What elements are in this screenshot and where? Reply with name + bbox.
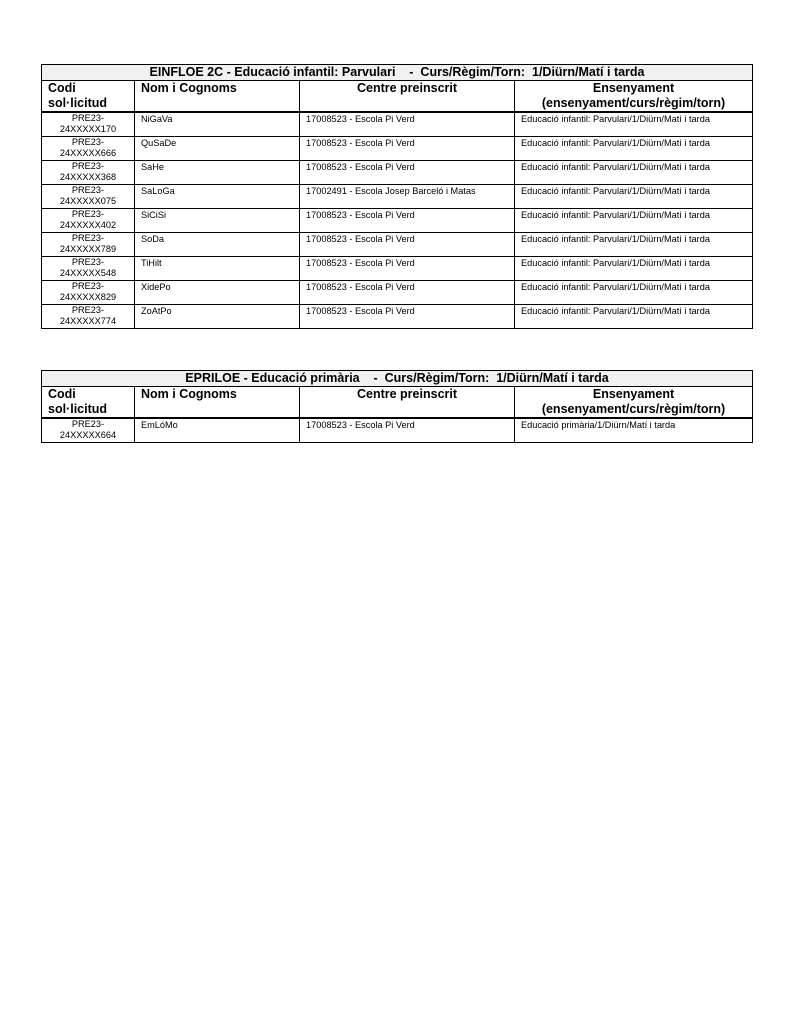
cell-ensenyament: Educació infantil: Parvulari/1/Diürn/Matí i tarda: [515, 185, 753, 209]
cell-ensenyament: Educació infantil: Parvulari/1/Diürn/Matí i tarda: [515, 281, 753, 305]
table-body: [42, 418, 753, 443]
cell-codi-sollicitud: PRE23- 24XXXXX789: [42, 233, 135, 257]
cell-codi-sollicitud: PRE23- 24XXXXX548: [42, 257, 135, 281]
cell-ensenyament: Educació infantil: Parvulari/1/Diürn/Matí i tarda: [515, 161, 753, 185]
column-header-codi: Codi sol·licitud: [42, 81, 135, 113]
cell-ensenyament: Educació infantil: Parvulari/1/Diürn/Matí i tarda: [515, 305, 753, 329]
cell-codi-sollicitud: PRE23- 24XXXXX170: [42, 112, 135, 137]
cell-nom-cognoms: SiCiSi: [135, 209, 300, 233]
cell-nom-cognoms: QuSaDe: [135, 137, 300, 161]
column-header-nom: Nom i Cognoms: [135, 81, 300, 113]
cell-nom-cognoms: ZoAtPo: [135, 305, 300, 329]
table-title: EPRILOE - Educació primària - Curs/Règim/Torn: 1/Diürn/Matí i tarda: [42, 371, 753, 387]
column-header-ensenyament: Ensenyament (ensenyament/curs/règim/torn): [515, 81, 753, 113]
table-epriloe: [41, 370, 752, 443]
cell-centre-preinscrit: 17008523 - Escola Pi Verd: [300, 257, 515, 281]
table-row: [42, 418, 753, 443]
cell-centre-preinscrit: 17008523 - Escola Pi Verd: [300, 418, 515, 443]
cell-centre-preinscrit: 17008523 - Escola Pi Verd: [300, 233, 515, 257]
cell-codi-sollicitud: PRE23- 24XXXXX368: [42, 161, 135, 185]
cell-codi-sollicitud: PRE23- 24XXXXX664: [42, 418, 135, 443]
cell-ensenyament: Educació infantil: Parvulari/1/Diürn/Matí i tarda: [515, 257, 753, 281]
cell-centre-preinscrit: 17008523 - Escola Pi Verd: [300, 137, 515, 161]
column-header-ensenyament: Ensenyament (ensenyament/curs/règim/torn): [515, 387, 753, 419]
table-row: [42, 112, 753, 137]
cell-ensenyament: Educació infantil: Parvulari/1/Diürn/Matí i tarda: [515, 209, 753, 233]
table-row: [42, 305, 753, 329]
cell-ensenyament: Educació primària/1/Diürn/Matí i tarda: [515, 418, 753, 443]
cell-ensenyament: Educació infantil: Parvulari/1/Diürn/Matí i tarda: [515, 137, 753, 161]
table-title: EINFLOE 2C - Educació infantil: Parvulari - Curs/Règim/Torn: 1/Diürn/Matí i tarda: [42, 65, 753, 81]
cell-nom-cognoms: TiHilt: [135, 257, 300, 281]
cell-ensenyament: Educació infantil: Parvulari/1/Diürn/Matí i tarda: [515, 112, 753, 137]
table-row: [42, 209, 753, 233]
column-header-centre: Centre preinscrit: [300, 387, 515, 419]
column-header-nom: Nom i Cognoms: [135, 387, 300, 419]
cell-centre-preinscrit: 17008523 - Escola Pi Verd: [300, 112, 515, 137]
cell-nom-cognoms: NiGaVa: [135, 112, 300, 137]
table-row: [42, 137, 753, 161]
cell-ensenyament: Educació infantil: Parvulari/1/Diürn/Matí i tarda: [515, 233, 753, 257]
cell-nom-cognoms: SaHe: [135, 161, 300, 185]
cell-centre-preinscrit: 17008523 - Escola Pi Verd: [300, 305, 515, 329]
cell-codi-sollicitud: PRE23- 24XXXXX402: [42, 209, 135, 233]
cell-nom-cognoms: XidePo: [135, 281, 300, 305]
table-row: [42, 281, 753, 305]
cell-codi-sollicitud: PRE23- 24XXXXX075: [42, 185, 135, 209]
table-row: [42, 257, 753, 281]
cell-nom-cognoms: SoDa: [135, 233, 300, 257]
table-row: [42, 161, 753, 185]
column-header-centre: Centre preinscrit: [300, 81, 515, 113]
table-row: [42, 185, 753, 209]
cell-centre-preinscrit: 17008523 - Escola Pi Verd: [300, 281, 515, 305]
cell-nom-cognoms: SaLoGa: [135, 185, 300, 209]
table-body: [42, 112, 753, 329]
cell-centre-preinscrit: 17002491 - Escola Josep Barceló i Matas: [300, 185, 515, 209]
cell-codi-sollicitud: PRE23- 24XXXXX774: [42, 305, 135, 329]
table-einfloe-2c: [41, 64, 752, 329]
cell-nom-cognoms: EmLóMo: [135, 418, 300, 443]
cell-codi-sollicitud: PRE23- 24XXXXX666: [42, 137, 135, 161]
column-header-codi: Codi sol·licitud: [42, 387, 135, 419]
cell-centre-preinscrit: 17008523 - Escola Pi Verd: [300, 209, 515, 233]
cell-centre-preinscrit: 17008523 - Escola Pi Verd: [300, 161, 515, 185]
table-row: [42, 233, 753, 257]
cell-codi-sollicitud: PRE23- 24XXXXX829: [42, 281, 135, 305]
